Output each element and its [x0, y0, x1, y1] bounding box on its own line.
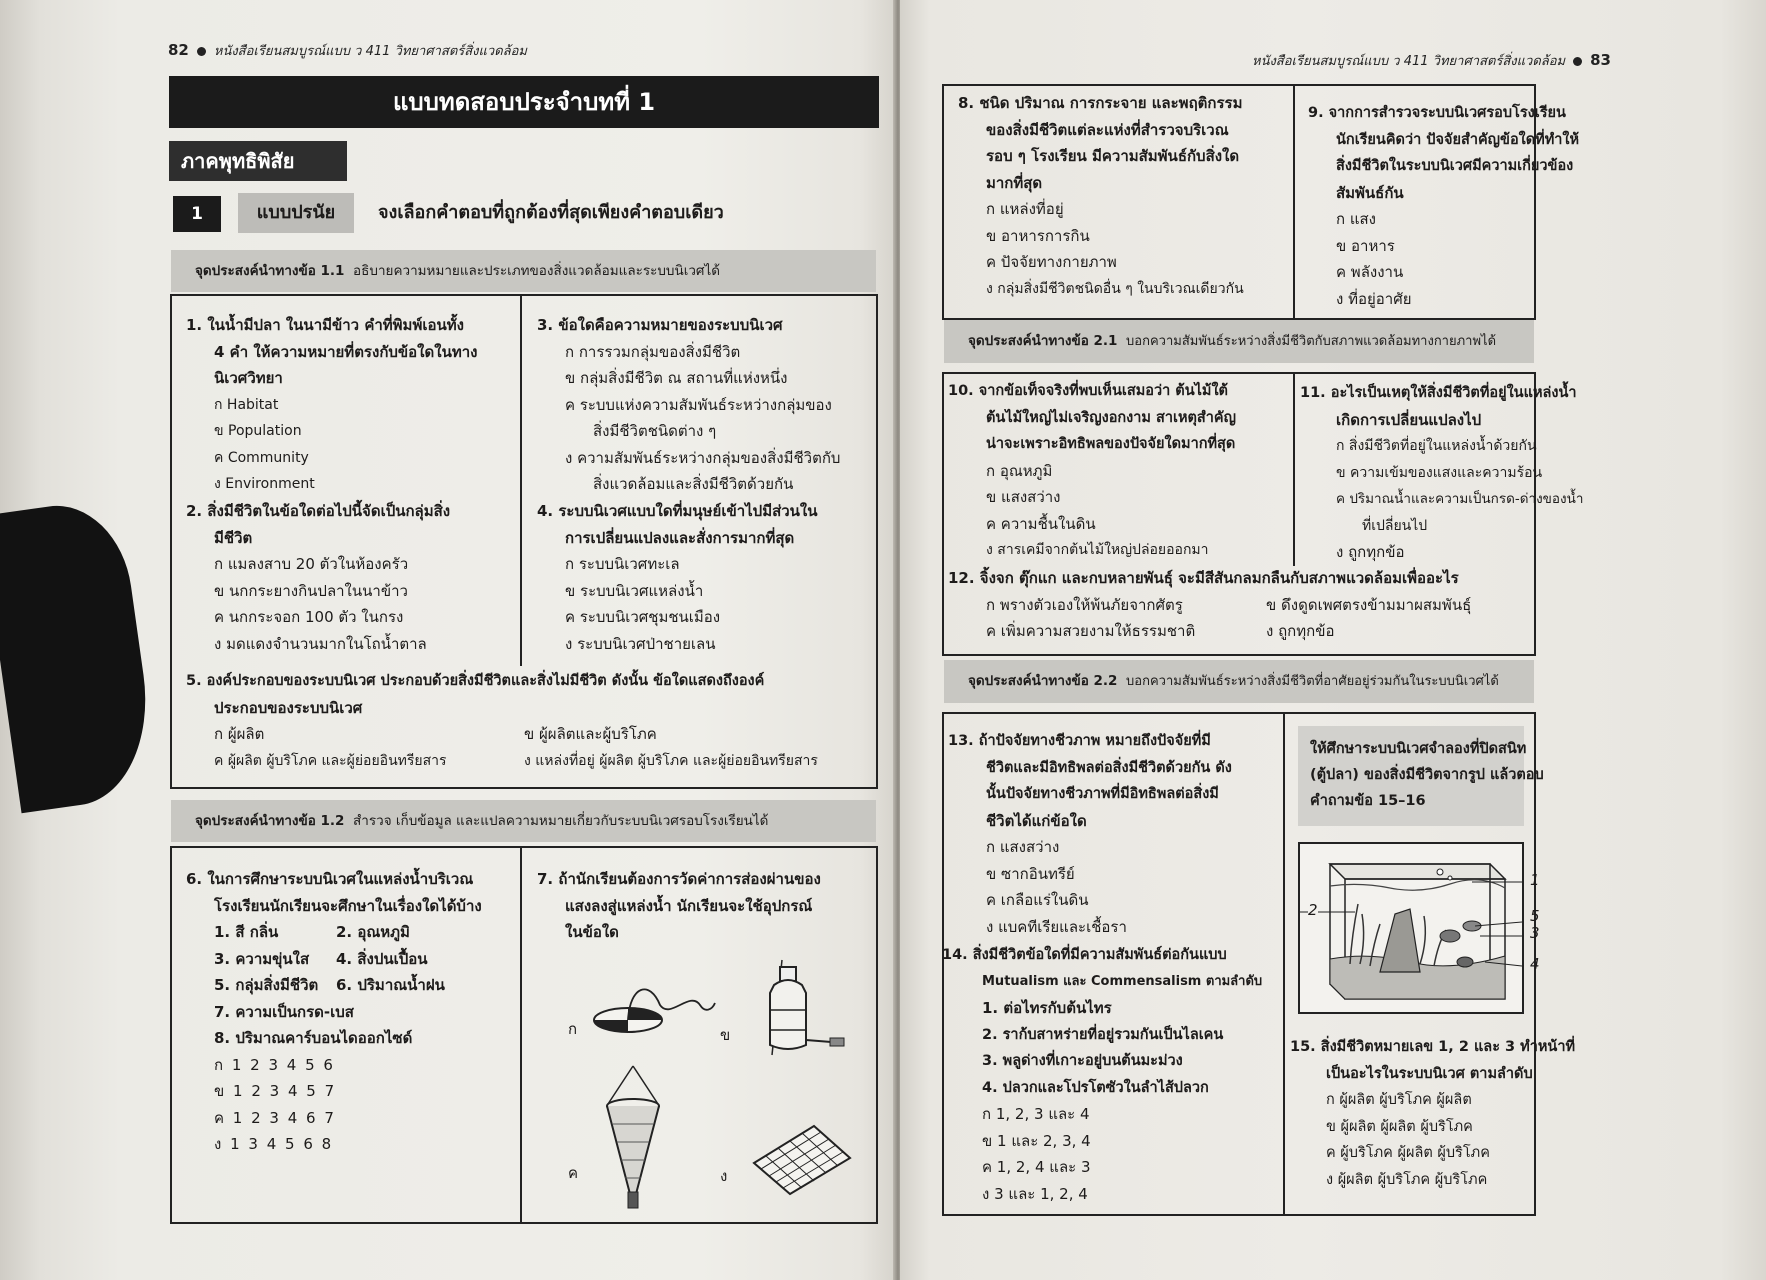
- aquarium-label: 5: [1530, 907, 1540, 925]
- question-3: [537, 312, 873, 498]
- q1-text: 4 คำ ให้ความหมายที่ตรงกับข้อใดในทาง: [214, 342, 478, 361]
- water-sampler-bottle-icon: [752, 955, 852, 1060]
- column-divider: [520, 294, 522, 666]
- q6-item: 6. ปริมาณน้ำฝน: [336, 976, 445, 994]
- q3-choice[interactable]: ก การรวมกลุ่มของสิ่งมีชีวิต: [565, 342, 741, 361]
- q11-text: 11. อะไรเป็นเหตุให้สิ่งมีชีวิตที่อยู่ในแหล่งน้ำ: [1300, 385, 1577, 401]
- q6-choice[interactable]: ข 1 2 3 4 5 7: [214, 1082, 337, 1100]
- q6-item: 8. ปริมาณคาร์บอนไดออกไซด์: [214, 1029, 413, 1047]
- column-divider: [1293, 372, 1295, 566]
- q6-choice[interactable]: ก 1 2 3 4 5 6: [214, 1055, 335, 1074]
- objective-text: อธิบายความหมายและประเภทของสิ่งแวดล้อมและระบบนิเวศได้: [353, 263, 721, 279]
- q8-text: มากที่สุด: [986, 173, 1043, 192]
- q1-choice[interactable]: ง Environment: [214, 476, 315, 492]
- question-1: [186, 312, 516, 498]
- q3-choice[interactable]: ข กลุ่มสิ่งมีชีวิต ณ สถานที่แห่งหนึ่ง: [565, 369, 788, 387]
- q6-item: 5. กลุ่มสิ่งมีชีวิต: [214, 976, 319, 994]
- question-7: [537, 866, 873, 946]
- q7-label[interactable]: ก: [568, 1020, 578, 1038]
- q14-item: 1. ต่อไทรกับต้นไทร: [982, 999, 1112, 1017]
- q9-choice[interactable]: ค พลังงาน: [1336, 263, 1404, 281]
- q11-choice-cont: ที่เปลี่ยนไป: [1362, 517, 1428, 534]
- question-13: [948, 728, 1282, 940]
- aquarium-label: 4: [1530, 955, 1540, 973]
- q10-text: 10. จากข้อเท็จจริงที่พบเห็นเสมอว่า ต้นไม้ใต้: [948, 383, 1228, 399]
- q15-choice[interactable]: ค ผู้บริโภค ผู้ผลิต ผู้บริโภค: [1326, 1145, 1490, 1161]
- thumb: [0, 497, 160, 814]
- question-11: [1300, 380, 1584, 566]
- q10-text: น่าจะเพราะอิทธิพลของปัจจัยใดมากที่สุด: [986, 436, 1236, 452]
- study-text: คำถามข้อ 15–16: [1310, 793, 1426, 809]
- q11-text: เกิดการเปลี่ยนแปลงไป: [1336, 410, 1482, 429]
- q12-choice[interactable]: ง ถูกทุกข้อ: [1266, 622, 1335, 640]
- aquarium-label: 2: [1308, 897, 1318, 924]
- question-12: [948, 565, 1534, 645]
- q14-choice[interactable]: ก 1, 2, 3 และ 4: [982, 1105, 1090, 1123]
- q14-text: 14. สิ่งมีชีวิตข้อใดที่มีความสัมพันธ์ต่อกันแบบ: [942, 947, 1227, 963]
- aquarium-label: 3: [1530, 924, 1540, 942]
- right-page: [900, 0, 1766, 1280]
- q10-choice[interactable]: ง สารเคมีจากต้นไม้ใหญ่ปล่อยออกมา: [986, 542, 1209, 558]
- q2-text: มีชีวิต: [214, 528, 253, 547]
- q13-text: ชีวิตได้แก่ข้อใด: [986, 811, 1087, 830]
- q2-choice[interactable]: ง มดแดงจำนวนมากในโถน้ำตาล: [214, 634, 427, 653]
- question-2: [186, 498, 516, 657]
- q14-choice[interactable]: ง 3 และ 1, 2, 4: [982, 1184, 1088, 1203]
- q7-label[interactable]: ข: [720, 1026, 731, 1044]
- question-5: [186, 668, 876, 774]
- q6-text: โรงเรียนนักเรียนจะศึกษาในเรื่องใดได้บ้าง: [214, 896, 482, 915]
- q6-item: 4. สิ่งปนเปื้อน: [336, 949, 428, 968]
- secchi-disk-icon: [590, 975, 720, 1050]
- objective-2-1: [944, 320, 1534, 363]
- q12-choice[interactable]: ค เพิ่มความสวยงามให้ธรรมชาติ: [986, 622, 1196, 640]
- q10-choice[interactable]: ข แสงสว่าง: [986, 488, 1061, 506]
- q3-text: 3. ข้อใดคือความหมายของระบบนิเวศ: [537, 316, 783, 334]
- objective-1-1: [171, 250, 876, 292]
- q1-choice[interactable]: ค Community: [214, 449, 309, 466]
- q4-choice[interactable]: ง ระบบนิเวศป่าชายเลน: [565, 634, 716, 653]
- study-instruction-box: [1298, 726, 1544, 826]
- plankton-net-icon: [598, 1064, 668, 1214]
- q7-text: ในข้อใด: [565, 923, 619, 941]
- q11-choice[interactable]: ง ถูกทุกข้อ: [1336, 543, 1405, 561]
- q13-choice[interactable]: ข ซากอินทรีย์: [986, 864, 1075, 883]
- q5-choice[interactable]: ค ผู้ผลิต ผู้บริโภค และผู้ย่อยอินทรียสาร: [214, 752, 447, 769]
- bullet-icon: [197, 47, 206, 56]
- q6-text: 6. ในการศึกษาระบบนิเวศในแหล่งน้ำบริเวณ: [186, 870, 474, 888]
- q7-label[interactable]: ง: [720, 1167, 728, 1185]
- q6-item: 3. ความขุ่นใส: [214, 949, 310, 968]
- q12-choice[interactable]: ข ดึงดูดเพศตรงข้ามมาผสมพันธุ์: [1266, 595, 1472, 614]
- q1-text: 1. ในน้ำมีปลา ในนามีข้าว คำที่พิมพ์เอนทั้ง: [186, 316, 464, 334]
- q9-text: 9. จากการสำรวจระบบนิเวศรอบโรงเรียน: [1308, 105, 1566, 121]
- right-header: [1252, 50, 1611, 71]
- q14-text-en: Mutualism และ Commensalism ตามลำดับ: [982, 973, 1263, 989]
- aquarium-label: 1: [1530, 871, 1540, 889]
- q4-text: 4. ระบบนิเวศแบบใดที่มนุษย์เข้าไปมีส่วนใน: [537, 502, 818, 520]
- q13-choice[interactable]: ง แบคทีเรียและเชื้อรา: [986, 917, 1127, 936]
- q13-choice[interactable]: ค เกลือแร่ในดิน: [986, 891, 1089, 909]
- instruction: จงเลือกคำตอบที่ถูกต้องที่สุดเพียงคำตอบเดียว: [378, 202, 724, 223]
- left-page-number: 82: [168, 41, 189, 59]
- part-number: 1: [173, 196, 221, 232]
- q15-choice[interactable]: ก ผู้ผลิต ผู้บริโภค ผู้ผลิต: [1326, 1092, 1472, 1108]
- q11-choice[interactable]: ข ความเข้มของแสงและความร้อน: [1336, 464, 1543, 481]
- q15-choice[interactable]: ข ผู้ผลิต ผู้ผลิต ผู้บริโภค: [1326, 1118, 1473, 1135]
- question-9: [1308, 100, 1580, 312]
- q3-choice[interactable]: ง ความสัมพันธ์ระหว่างกลุ่มของสิ่งมีชีวิตกับ: [565, 448, 841, 467]
- q2-choice[interactable]: ค นกกระจอก 100 ตัว ในกรง: [214, 608, 404, 626]
- objective-2-2: [944, 660, 1534, 703]
- q9-text: สิ่งมีชีวิตในระบบนิเวศมีความเกี่ยวข้อง: [1336, 158, 1574, 174]
- q1-text: นิเวศวิทยา: [214, 369, 283, 387]
- q11-choice[interactable]: ค ปริมาณน้ำและความเป็นกรด-ด่างของน้ำ: [1336, 491, 1584, 507]
- q5-choice[interactable]: ก ผู้ผลิต: [214, 725, 265, 743]
- objective-label: จุดประสงค์นำทางข้อ 1.1: [195, 263, 345, 279]
- q8-choice[interactable]: ง กลุ่มสิ่งมีชีวิตชนิดอื่น ๆ ในบริเวณเดียวกัน: [986, 280, 1244, 297]
- q9-text: นักเรียนคิดว่า ปัจจัยสำคัญข้อใดที่ทำให้: [1336, 131, 1580, 148]
- q8-choice[interactable]: ก แหล่งที่อยู่: [986, 200, 1064, 218]
- q12-choice[interactable]: ก พรางตัวเองให้พ้นภัยจากศัตรู: [986, 595, 1183, 614]
- q15-text: 15. สิ่งมีชีวิตหมายเลข 1, 2 และ 3 ทำหน้าที่: [1290, 1039, 1576, 1055]
- q9-choice[interactable]: ง ที่อยู่อาศัย: [1336, 289, 1412, 308]
- q1-choice[interactable]: ข Population: [214, 423, 302, 439]
- objective-text: สำรวจ เก็บข้อมูล และแปลความหมายเกี่ยวกับระบบนิเวศรอบโรงเรียนได้: [353, 813, 769, 829]
- q6-item: 2. อุณหภูมิ: [336, 923, 410, 941]
- q5-choice[interactable]: ง แหล่งที่อยู่ ผู้ผลิต ผู้บริโภค และผู้ย่อยอินทรียสาร: [524, 752, 818, 769]
- q1-choice[interactable]: ก Habitat: [214, 396, 279, 413]
- q7-text: 7. ถ้านักเรียนต้องการวัดค่าการส่องผ่านของ: [537, 870, 821, 888]
- study-text: (ตู้ปลา) ของสิ่งมีชีวิตจากรูป แล้วตอบ: [1310, 767, 1544, 783]
- q9-choice[interactable]: ข อาหาร: [1336, 236, 1395, 255]
- aquarium-icon: [1300, 844, 1522, 1012]
- column-divider: [520, 846, 522, 1224]
- q4-choice[interactable]: ค ระบบนิเวศชุมชนเมือง: [565, 608, 721, 626]
- q3-choice-cont: สิ่งมีชีวิตชนิดต่าง ๆ: [593, 422, 717, 440]
- q15-choice[interactable]: ง ผู้ผลิต ผู้บริโภค ผู้บริโภค: [1326, 1171, 1488, 1188]
- column-divider: [1283, 712, 1285, 1216]
- q10-choice[interactable]: ก อุณหภูมิ: [986, 461, 1053, 480]
- q6-item: 7. ความเป็นกรด-เบส: [214, 1002, 354, 1021]
- objective-label: จุดประสงค์นำทางข้อ 1.2: [195, 813, 345, 829]
- q11-choice[interactable]: ก สิ่งมีชีวิตที่อยู่ในแหล่งน้ำด้วยกัน: [1336, 438, 1537, 454]
- q10-choice[interactable]: ค ความชื้นในดิน: [986, 514, 1096, 533]
- objective-text: บอกความสัมพันธ์ระหว่างสิ่งมีชีวิตที่อาศัยอยู่ร่วมกันในระบบนิเวศได้: [1126, 674, 1499, 689]
- objective-label: จุดประสงค์นำทางข้อ 2.1: [968, 333, 1118, 349]
- q8-text: ของสิ่งมีชีวิตแต่ละแห่งที่สำรวจบริเวณ: [986, 120, 1229, 139]
- q13-text: 13. ถ้าปัจจัยทางชีวภาพ หมายถึงปัจจัยที่มี: [948, 733, 1211, 749]
- bullet-icon: [1573, 57, 1582, 66]
- q14-item: 2. ราก้บสาหร่ายที่อยู่รวมกันเป็นไลเคน: [982, 1026, 1224, 1043]
- q2-choice[interactable]: ข นกกระยางกินปลาในนาข้าว: [214, 581, 408, 600]
- q5-text: 5. องค์ประกอบของระบบนิเวศ ประกอบด้วยสิ่งมีชีวิตและสิ่งไม่มีชีวิต ดังนั้น ข้อใดแสดงถึงองค์: [186, 673, 765, 689]
- q10-text: ต้นไม้ใหญ่ไม่เจริญงอกงาม สาเหตุสำคัญ: [986, 409, 1236, 426]
- q14-item: 4. ปลวกและโปรโตซัวในลำไส้ปลวก: [982, 1079, 1209, 1096]
- q13-text: ชีวิตและมีอิทธิพลต่อสิ่งมีชีวิตด้วยกัน ดัง: [986, 759, 1232, 776]
- section-title: ภาคพุทธิพิสัย: [169, 141, 347, 181]
- left-header: [168, 40, 527, 61]
- q8-choice[interactable]: ข อาหารการกิน: [986, 226, 1090, 245]
- left-header-title: หนังสือเรียนสมบูรณ์แบบ ว 411 วิทยาศาสตร์สิ่งแวดล้อม: [213, 44, 527, 59]
- q7-label[interactable]: ค: [568, 1164, 579, 1182]
- q4-text: การเปลี่ยนแปลงและสั่งการมากที่สุด: [565, 528, 795, 547]
- q4-choice[interactable]: ก ระบบนิเวศทะเล: [565, 555, 680, 573]
- q2-text: 2. สิ่งมีชีวิตในข้อใดต่อไปนี้จัดเป็นกลุ่มสิ่ง: [186, 502, 451, 520]
- q8-choice[interactable]: ค ปัจจัยทางกายภาพ: [986, 253, 1117, 271]
- objective-1-2: [171, 800, 876, 842]
- part-type: แบบปรนัย: [238, 193, 354, 233]
- q7-text: แสงลงสู่แหล่งน้ำ นักเรียนจะใช้อุปกรณ์: [565, 896, 813, 915]
- q14-choice[interactable]: ค 1, 2, 4 และ 3: [982, 1158, 1091, 1176]
- q6-item: 1. สี กลิ่น: [214, 923, 279, 941]
- quadrat-frame-icon: [744, 1118, 856, 1198]
- test-banner: แบบทดสอบประจำบทที่ 1: [169, 76, 879, 128]
- column-divider: [1293, 84, 1295, 320]
- q8-text: 8. ชนิด ปริมาณ การกระจาย และพฤติกรรม: [958, 94, 1243, 112]
- question-10: [948, 378, 1292, 564]
- q2-choice[interactable]: ก แมลงสาบ 20 ตัวในห้องครัว: [214, 555, 409, 573]
- q6-choice[interactable]: ค 1 2 3 4 6 7: [214, 1108, 336, 1127]
- q15-text: เป็นอะไรในระบบนิเวศ ตามลำดับ: [1326, 1065, 1533, 1082]
- objective-text: บอกความสัมพันธ์ระหว่างสิ่งมีชีวิตกับสภาพแวดล้อมทางกายภาพได้: [1126, 334, 1497, 349]
- q3-choice-cont: สิ่งแวดล้อมและสิ่งมีชีวิตด้วยกัน: [593, 475, 794, 493]
- right-page-number: 83: [1590, 51, 1611, 69]
- aquarium-figure: [1298, 842, 1524, 1014]
- q5-text: ประกอบของระบบนิเวศ: [214, 698, 363, 717]
- question-14: [942, 942, 1282, 1207]
- q3-choice[interactable]: ค ระบบแห่งความสัมพันธ์ระหว่างกลุ่มของ: [565, 395, 832, 414]
- q14-item: 3. พลูด่างที่เกาะอยู่บนต้นมะม่วง: [982, 1053, 1183, 1069]
- study-text: ให้ศึกษาระบบนิเวศจำลองที่ปิดสนิท: [1310, 741, 1527, 757]
- q5-choice[interactable]: ข ผู้ผลิตและผู้บริโภค: [524, 725, 657, 743]
- q14-choice[interactable]: ข 1 และ 2, 3, 4: [982, 1131, 1091, 1150]
- question-8: [958, 90, 1292, 302]
- q12-text: 12. จิ้งจก ตุ๊กแก และกบหลายพันธุ์ จะมีสีสันกลมกลืนกับสภาพแวดล้อมเพื่ออะไร: [948, 569, 1459, 587]
- q13-text: นั้นปัจจัยทางชีวภาพที่มีอิทธิพลต่อสิ่งมี: [986, 786, 1219, 802]
- question-15: [1290, 1034, 1576, 1193]
- objective-label: จุดประสงค์นำทางข้อ 2.2: [968, 673, 1118, 689]
- question-4: [537, 498, 873, 657]
- q4-choice[interactable]: ข ระบบนิเวศแหล่งน้ำ: [565, 581, 704, 600]
- right-header-title: หนังสือเรียนสมบูรณ์แบบ ว 411 วิทยาศาสตร์สิ่งแวดล้อม: [1252, 54, 1566, 69]
- q8-text: รอบ ๆ โรงเรียน มีความสัมพันธ์กับสิ่งใด: [986, 147, 1240, 165]
- q9-choice[interactable]: ก แสง: [1336, 210, 1376, 228]
- q9-text: สัมพันธ์กัน: [1336, 183, 1404, 202]
- question-6: [186, 866, 516, 1158]
- q13-choice[interactable]: ก แสงสว่าง: [986, 838, 1060, 856]
- q6-choice[interactable]: ง 1 3 4 5 6 8: [214, 1135, 334, 1153]
